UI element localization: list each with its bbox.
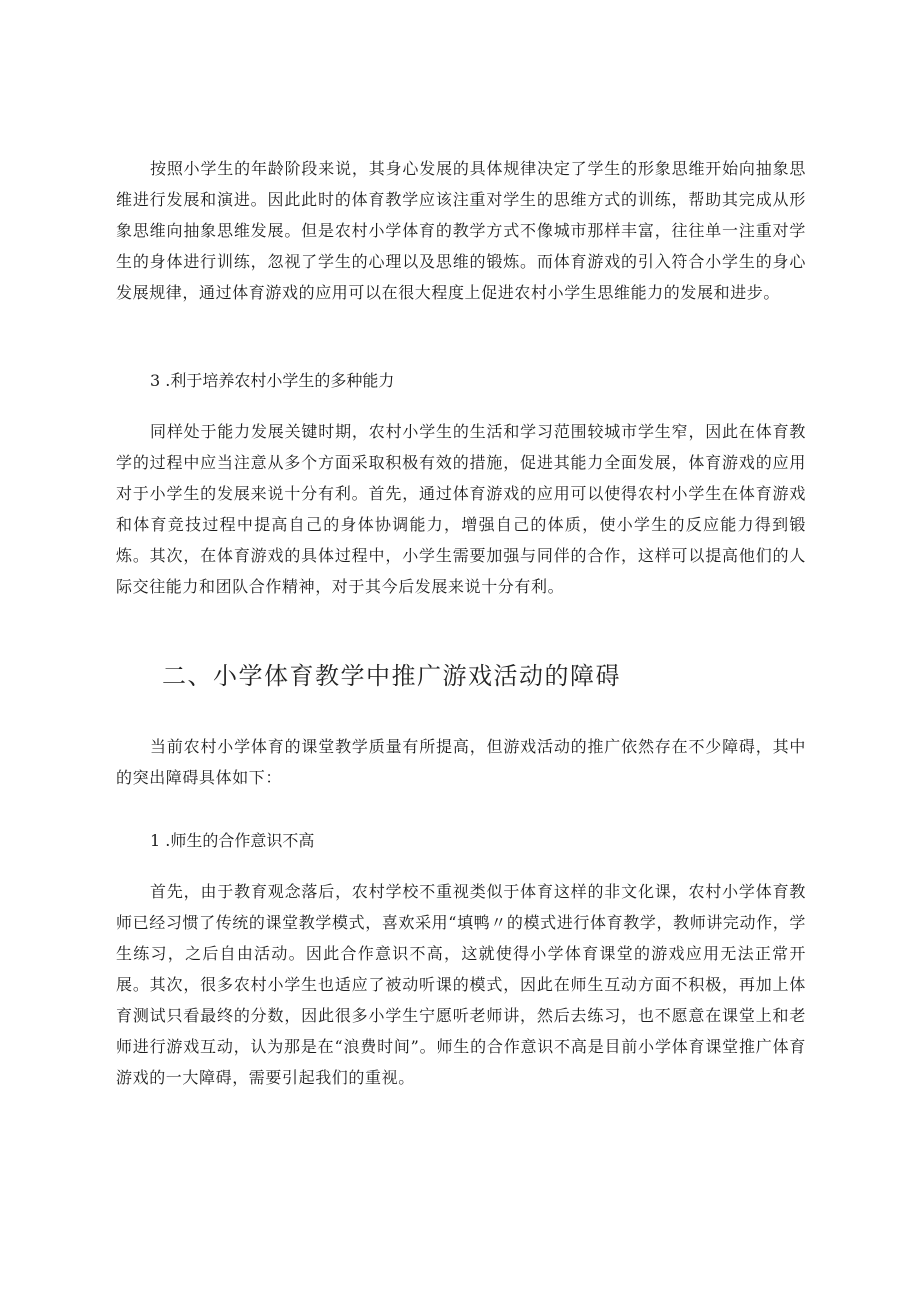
subheading-1: 1 .师生的合作意识不高 <box>150 831 315 850</box>
paragraph-obstacles-intro: 当前农村小学体育的课堂教学质量有所提高，但游戏活动的推广依然存在不少障碍，其中的突出障碍具体如下： <box>116 737 806 787</box>
paragraph-cooperation-awareness: 首先，由于教育观念落后，农村学校不重视类似于体育这样的非文化课，农村小学体育教师已经习惯了传统的课堂教学模式，喜欢采用“填鸭〃的模式进行体育教学，教师讲完动作，学生练习，之后自由活动。因此合作意识不高，这就使得小学体育课堂的游戏应用无法正常开展。其次，很多农村小学生也适应了被动听课的模式，因此在师生互动方面不积极，再加上体育测试只看最终的分数，因此很多小学生宁愿听老师讲，然后去练习，也不愿意在课堂上和老师进行游戏互动，认为那是在“浪费时间”。师生的合作意识不高是目前小学体育课堂推广体育游戏的一大障碍，需要引起我们的重视。 <box>116 882 806 1087</box>
subheading-3: 3 .利于培养农村小学生的多种能力 <box>150 371 395 390</box>
paragraph-multiple-abilities: 同样处于能力发展关键时期，农村小学生的生活和学习范围较城市学生窄，因此在体育教学的过程中应当注意从多个方面采取积极有效的措施，促进其能力全面发展，体育游戏的应用对于小学生的发展来说十分有利。首先，通过体育游戏的应用可以使得农村小学生在体育游戏和体育竞技过程中提高自己的身体协调能力，增强自己的体质，使小学生的反应能力得到锻炼。其次，在体育游戏的具体过程中，小学生需要加强与同伴的合作，这样可以提高他们的人际交往能力和团队合作精神，对于其今后发展来说十分有利。 <box>116 422 806 596</box>
paragraph-thinking-development: 按照小学生的年龄阶段来说，其身心发展的具体规律决定了学生的形象思维开始向抽象思维进行发展和演进。因此此时的体育教学应该注重对学生的思维方式的训练，帮助其完成从形象思维向抽象思维发展。但是农村小学体育的教学方式不像城市那样丰富，往往单一注重对学生的身体进行训练，忽视了学生的心理以及思维的锻炼。而体育游戏的引入符合小学生的身心发展规律，通过体育游戏的应用可以在很大程度上促进农村小学生思维能力的发展和进步。 <box>116 159 806 302</box>
section-heading-2: 二、小学体育教学中推广游戏活动的障碍 <box>162 662 621 690</box>
